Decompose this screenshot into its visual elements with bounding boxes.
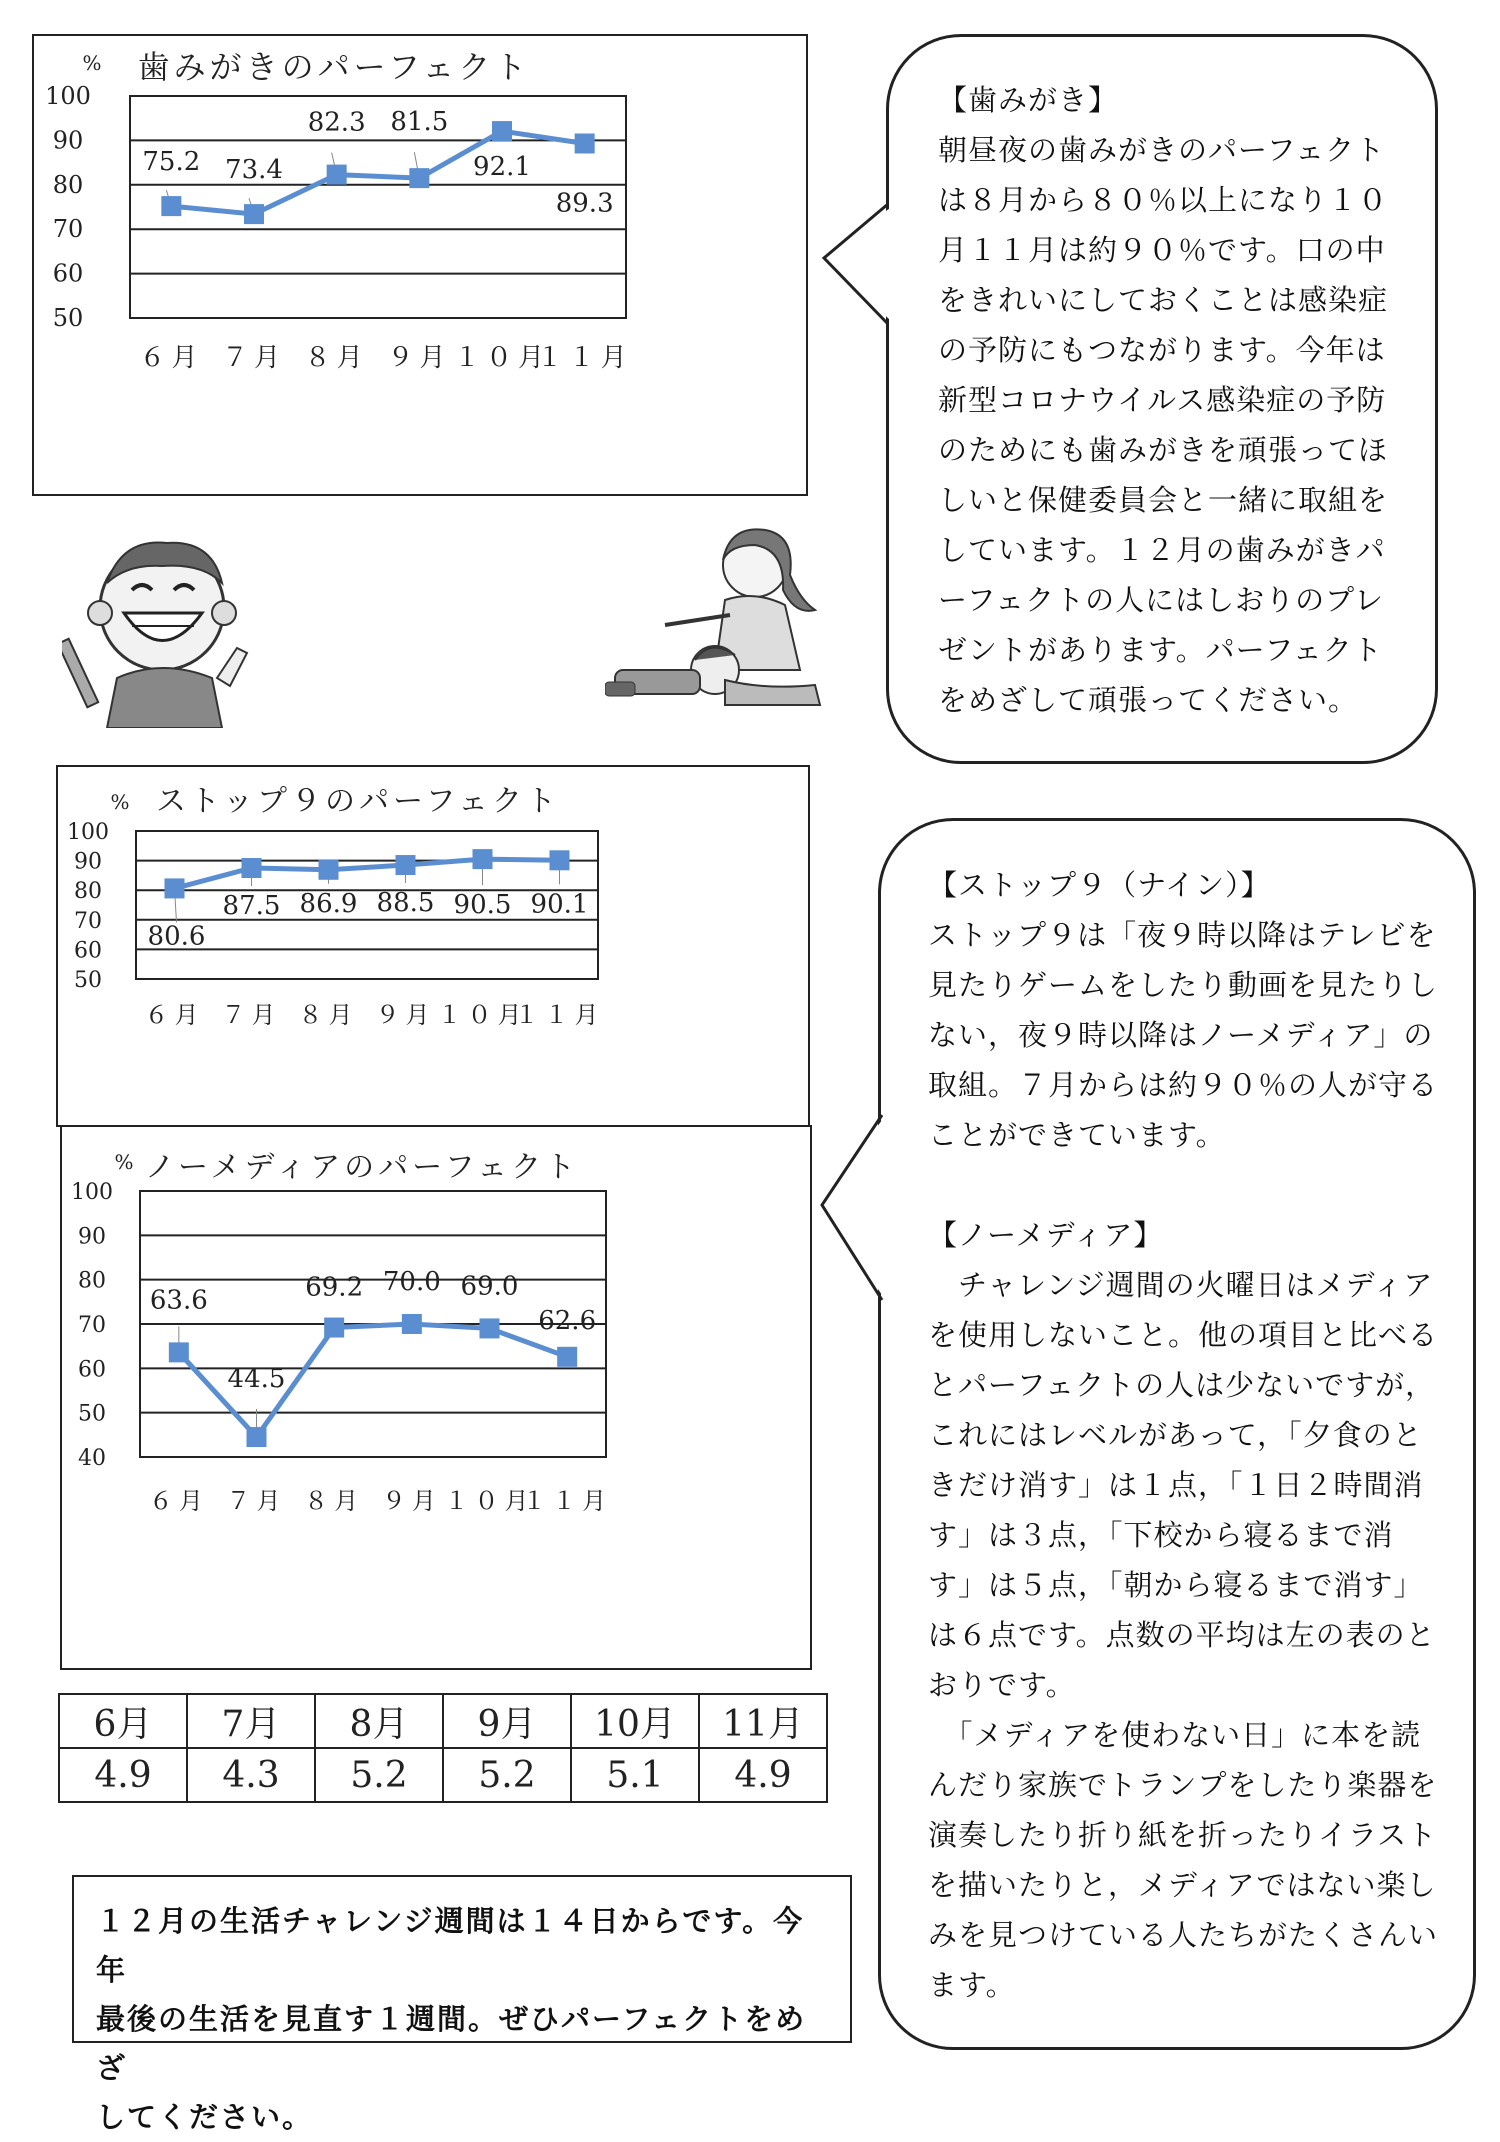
y-tick-label: 60	[74, 938, 102, 964]
data-label: 75.2	[142, 147, 201, 178]
bubble2-line: 演奏したり折り紙を折ったりイラスト	[928, 1818, 1438, 1852]
data-point	[557, 1347, 577, 1367]
data-point	[473, 849, 493, 869]
mother-brushing-child-teeth-illustration	[605, 520, 845, 720]
data-label: 69.2	[305, 1272, 364, 1303]
data-label: 90.1	[530, 889, 589, 920]
y-tick-label: 90	[78, 1224, 106, 1250]
bubble2-line: を使用しないこと。他の項目と比べる	[928, 1318, 1439, 1352]
y-tick-label: 80	[74, 879, 102, 905]
x-tick-label: ６月	[139, 343, 204, 373]
bubble1-line: 朝昼夜の歯みがきのパーフェクト	[938, 133, 1386, 167]
data-label: 86.9	[299, 888, 358, 919]
chart-svg	[34, 36, 806, 494]
bubble2-line: おりです。	[928, 1668, 1076, 1702]
x-tick-label: ８月	[304, 343, 369, 373]
data-point	[169, 1342, 189, 1362]
score-table	[58, 1693, 828, 1803]
data-point	[327, 165, 347, 185]
bubble1-line: は８月から８０％以上になり１０	[938, 183, 1389, 217]
data-label: 87.5	[222, 891, 281, 921]
bubble1-heading: 【歯みがき】	[938, 83, 1119, 117]
bubble2-line: とパーフェクトの人は少ないですが，	[928, 1368, 1436, 1402]
bubble1-line: ゼントがあります。パーフェクト	[938, 633, 1383, 667]
x-tick-label: １１月	[536, 343, 633, 373]
bubble2-line: を描いたりと，メディアではない楽し	[928, 1868, 1437, 1902]
x-tick-label: ６月	[148, 1487, 209, 1515]
bubble2-line: みを見つけている人たちがたくさんい	[928, 1918, 1439, 1952]
bubble1-body	[938, 125, 1408, 725]
table-header-cell: 11月	[699, 1694, 827, 1748]
x-tick-label: １０月	[453, 343, 551, 373]
bubble1-line: しています。１２月の歯みがきパ	[938, 533, 1386, 567]
y-tick-label: 70	[52, 215, 84, 244]
x-tick-label: ９月	[387, 343, 452, 373]
y-tick-label: 60	[52, 259, 84, 288]
y-tick-label: 100	[71, 1180, 113, 1205]
y-tick-label: 50	[78, 1401, 106, 1427]
y-tick-label: 90	[52, 126, 84, 155]
data-point	[575, 134, 595, 154]
table-header-cell: 9月	[443, 1694, 571, 1748]
bubble1-line: 新型コロナウイルス感染症の予防	[938, 383, 1387, 417]
bubble2-line: ない，夜９時以降はノーメディア」の	[928, 1018, 1434, 1052]
bubble2-line: 見たりゲームをしたり動画を見たりし	[928, 968, 1439, 1002]
boy-brushing-teeth-illustration	[62, 528, 262, 728]
y-tick-label: 100	[67, 820, 109, 845]
y-tick-label: 70	[78, 1313, 106, 1338]
bubble2-body-nomedia	[928, 1260, 1468, 2010]
bubble2-line: チャレンジ週間の火曜日はメディア	[928, 1268, 1434, 1302]
bubble2-line: 取組。７月からは約９０％の人が守る	[928, 1068, 1439, 1102]
chart-toothbrushing	[32, 34, 808, 496]
y-tick-label: 80	[52, 170, 84, 199]
bubble2-line: す」は５点，「朝から寝るまで消す」	[928, 1568, 1424, 1602]
bubble1-text	[938, 75, 1408, 725]
bubble2-text	[928, 860, 1468, 2010]
data-label: 70.0	[382, 1267, 441, 1297]
bubble2-line: す」は３点，「下校から寝るまで消	[928, 1518, 1394, 1552]
bubble1-line: をめざして頑張ってください。	[938, 683, 1359, 717]
table-row	[59, 1748, 827, 1802]
data-point	[492, 121, 512, 141]
chart-unit-label: %	[114, 1150, 134, 1174]
data-label: 73.4	[225, 155, 283, 186]
bubble2-line: んだり家族でトランプをしたり楽器を	[928, 1768, 1438, 1802]
chart-title: ノーメディアのパーフェクト	[144, 1150, 580, 1185]
x-tick-label: １０月	[444, 1487, 535, 1515]
data-point	[242, 858, 262, 878]
chart-unit-label: %	[110, 790, 130, 814]
data-label: 88.5	[376, 888, 435, 919]
data-label: 90.5	[453, 890, 512, 921]
bubble1-line: のためにも歯みがきを頑張ってほ	[938, 433, 1389, 467]
table-header-cell: 8月	[315, 1694, 443, 1748]
data-point	[396, 855, 416, 875]
bubble2-line: は６点です。点数の平均は左の表のと	[928, 1618, 1436, 1652]
table-header-cell: 6月	[59, 1694, 187, 1748]
data-point	[319, 860, 339, 880]
data-point	[324, 1318, 344, 1338]
x-tick-label: ６月	[144, 1001, 205, 1029]
chart-title: 歯みがきのパーフェクト	[137, 48, 531, 86]
x-tick-label: ７月	[221, 343, 287, 373]
data-label: 92.1	[473, 152, 531, 183]
x-tick-label: １１月	[514, 1001, 605, 1029]
bubble2-line: ます。	[928, 1968, 1016, 2002]
chart-svg	[62, 1127, 810, 1668]
x-tick-label: ８月	[298, 1001, 359, 1029]
table-row	[59, 1694, 827, 1748]
data-label: 81.5	[390, 107, 449, 138]
data-point	[247, 1427, 267, 1447]
y-tick-label: 50	[52, 304, 84, 332]
notice-line: してください。	[96, 2100, 314, 2134]
chart-nomedia	[60, 1125, 812, 1670]
data-label: 82.3	[307, 107, 366, 138]
data-point	[244, 204, 264, 224]
x-tick-label: ７月	[221, 1001, 282, 1029]
chart-title: ストップ９のパーフェクト	[155, 784, 561, 819]
table-cell: 4.9	[699, 1748, 827, 1802]
y-tick-label: 40	[78, 1446, 106, 1471]
bubble2-heading-nomedia: 【ノーメディア】	[928, 1218, 1164, 1252]
x-tick-label: ７月	[226, 1487, 287, 1515]
plot-area	[136, 831, 598, 979]
data-label: 62.6	[538, 1305, 597, 1336]
y-tick-label: 100	[45, 82, 91, 110]
x-tick-label: ９月	[381, 1487, 442, 1515]
table-header-cell: 7月	[187, 1694, 315, 1748]
data-label: 63.6	[149, 1285, 208, 1316]
bubble1-line: しいと保健委員会と一緒に取組を	[938, 483, 1389, 517]
table-cell: 5.1	[571, 1748, 699, 1802]
x-tick-label: １０月	[437, 1001, 528, 1029]
bubble1-line: 月１１月は約９０％です。口の中	[938, 233, 1386, 267]
y-tick-label: 80	[78, 1268, 106, 1294]
bubble2-line: ことができています。	[928, 1118, 1226, 1152]
x-tick-label: １１月	[522, 1487, 613, 1515]
y-tick-label: 70	[74, 908, 102, 934]
bubble1-line: をきれいにしておくことは感染症	[938, 283, 1389, 317]
data-label: 69.0	[460, 1271, 519, 1302]
bubble-tail	[820, 1110, 885, 1310]
data-point	[165, 878, 185, 898]
notice-box	[72, 1875, 852, 2134]
data-point	[161, 196, 181, 216]
y-tick-label: 50	[74, 968, 102, 993]
bubble2-line: きだけ消す」は１点，「１日２時間消	[928, 1468, 1424, 1502]
y-tick-label: 60	[78, 1357, 106, 1383]
data-label: 44.5	[227, 1364, 286, 1395]
data-point	[402, 1314, 422, 1334]
table-cell: 4.3	[187, 1748, 315, 1802]
bubble2-line: これにはレベルがあって，「夕食のと	[928, 1418, 1423, 1452]
bubble2-body-stop9	[928, 910, 1468, 1160]
bubble2-line: 「メディアを使わない日」に本を読	[928, 1718, 1422, 1752]
data-label: 80.6	[147, 921, 206, 952]
notice-line: １２月の生活チャレンジ週間は１４日からです。今年	[96, 1904, 805, 1987]
data-point	[409, 168, 429, 188]
data-point	[480, 1318, 500, 1338]
data-label: 89.3	[555, 188, 614, 219]
table-cell: 4.9	[59, 1748, 187, 1802]
bubble1-line: の予防にもつながります。今年は	[938, 333, 1386, 367]
chart-unit-label: %	[82, 51, 102, 75]
x-tick-label: ９月	[375, 1001, 436, 1029]
chart-stop9	[56, 765, 810, 1127]
table-cell: 5.2	[315, 1748, 443, 1802]
bubble-tail	[822, 200, 892, 340]
x-tick-label: ８月	[304, 1487, 365, 1515]
table-cell: 5.2	[443, 1748, 571, 1802]
chart-svg	[58, 767, 808, 1125]
y-tick-label: 90	[74, 849, 102, 875]
bubble2-heading-stop9: 【ストップ９（ナイン）】	[928, 868, 1271, 902]
table-header-cell: 10月	[571, 1694, 699, 1748]
notice-line: 最後の生活を見直す１週間。ぜひパーフェクトをめざ	[96, 2002, 807, 2085]
data-point	[550, 850, 570, 870]
bubble1-line: ーフェクトの人にはしおりのプレ	[938, 583, 1384, 617]
bubble2-line: ストップ９は「夜９時以降はテレビを	[928, 918, 1437, 952]
